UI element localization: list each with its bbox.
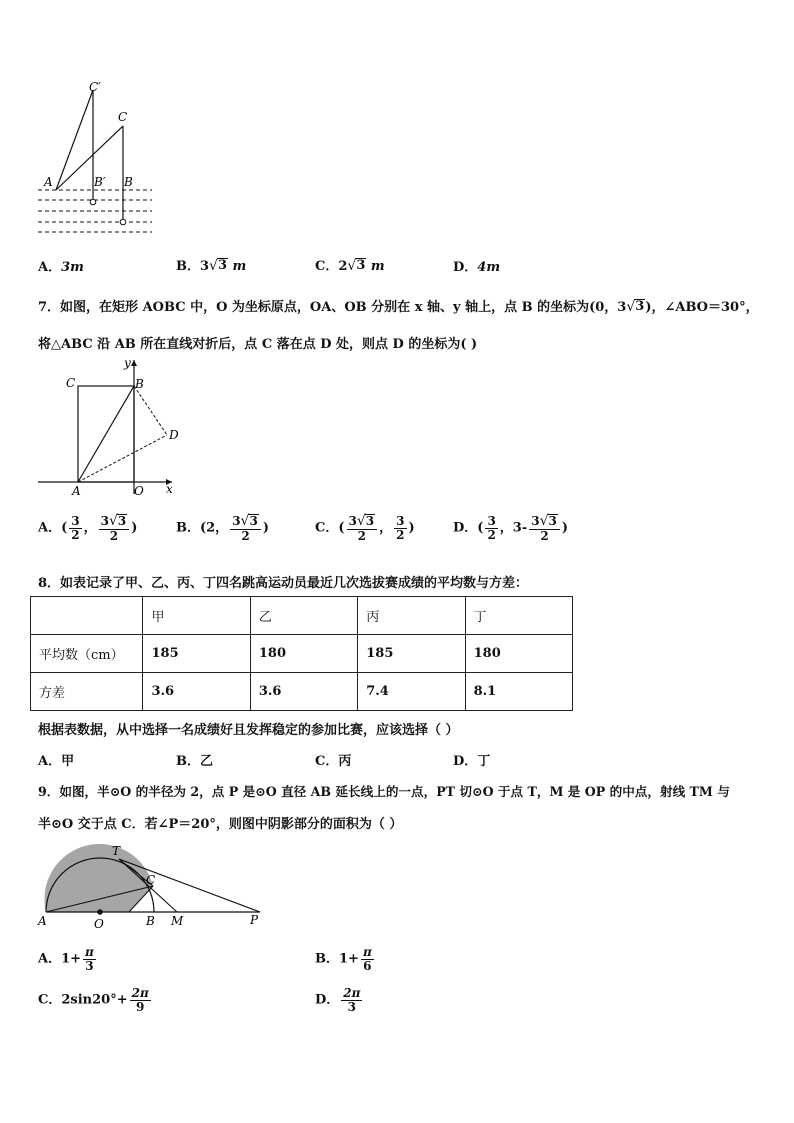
table-header-ding: 丁	[465, 597, 572, 635]
table-cell	[31, 597, 143, 635]
q8-table	[30, 596, 573, 711]
table-cell: 7.4	[358, 673, 465, 711]
table-header-jia: 甲	[143, 597, 250, 635]
q6-option-a[interactable]: A．3m	[38, 260, 84, 275]
q7-label-y: y	[124, 356, 131, 370]
table-header-yi: 乙	[250, 597, 357, 635]
q7-label-d: D	[169, 428, 179, 442]
q6-option-d[interactable]: D．4m	[453, 260, 501, 275]
q6-option-b[interactable]: B．3 √ 3 m	[176, 258, 247, 274]
q8-question: 根据表数据，从中选择一名成绩好且发挥稳定的参加比赛，应该选择（ ）	[38, 723, 459, 738]
table-cell: 8.1	[465, 673, 572, 711]
table-cell: 3.6	[250, 673, 357, 711]
q9-label-p: P	[250, 913, 259, 927]
q9-label-a: A	[38, 914, 47, 928]
q6-figure	[30, 76, 160, 236]
table-cell: 180	[465, 635, 572, 673]
table-row	[31, 597, 573, 635]
q9-option-a[interactable]: A．1+ $\frac{\pi}{3}$	[38, 945, 94, 973]
q7-option-d[interactable]: D．( $\frac{3}{2}$ ，3- 3 √ 3 2 )	[453, 513, 569, 543]
q7-figure	[32, 352, 182, 502]
q8-option-c[interactable]: C．丙	[315, 754, 352, 769]
q8-option-b[interactable]: B．乙	[176, 754, 213, 769]
table-header-bing: 丙	[358, 597, 465, 635]
q8-option-a[interactable]: A．甲	[38, 754, 75, 769]
q9-stem-line1: 9．如图，半⊙O 的半径为 2，点 P 是⊙O 直径 AB 延长线上的一点，PT 切⊙O 于点 T，M 是 OP 的中点，射线 TM 与	[38, 784, 730, 799]
q9-label-c: C	[146, 873, 156, 887]
q7-label-a: A	[72, 484, 81, 498]
q6-label-b-prime: B′	[94, 175, 106, 189]
q8-option-d[interactable]: D．丁	[453, 754, 491, 769]
table-row-label: 平均数（cm）	[31, 635, 143, 673]
q8-stem: 8．如表记录了甲、乙、丙、丁四名跳高运动员最近几次选拔赛成绩的平均数与方差：	[38, 576, 529, 591]
q9-stem-line2: 半⊙O 交于点 C．若∠P＝20°，则图中阴影部分的面积为（ ）	[38, 817, 403, 832]
q7-option-a[interactable]: A．( $\frac{3}{2}$ ， 3 √ 3 2 )	[38, 513, 138, 543]
q9-option-c[interactable]: C．2sin20°+ $\frac{2\pi}{9}$	[38, 986, 149, 1014]
q6-label-a: A	[44, 175, 53, 189]
q7-stem-line2: 将△ABC 沿 AB 所在直线对折后，点 C 落在点 D 处，则点 D 的坐标为( )	[38, 337, 478, 352]
q7-label-c: C	[66, 376, 76, 390]
q6-label-c-prime: C′	[89, 80, 101, 94]
q7-label-b: B	[135, 377, 144, 391]
q7-label-o: O	[134, 484, 144, 498]
q9-option-b[interactable]: B．1+ $\frac{\pi}{6}$	[315, 945, 372, 973]
table-cell: 185	[143, 635, 250, 673]
q9-label-t: T	[112, 844, 121, 858]
q7-label-x: x	[166, 482, 173, 496]
table-row-label: 方差	[31, 673, 143, 711]
q9-label-b: B	[146, 914, 155, 928]
q6-option-c[interactable]: C．2 √ 3 m	[315, 258, 385, 274]
q6-label-b: B	[124, 175, 133, 189]
table-cell: 185	[358, 635, 465, 673]
table-row	[31, 673, 573, 711]
q9-label-m: M	[171, 914, 184, 928]
q9-option-d[interactable]: D． $\frac{2\pi}{3}$	[315, 986, 361, 1014]
q6-label-c: C	[118, 110, 128, 124]
q9-figure	[34, 838, 274, 932]
q7-option-c[interactable]: C．( 3 √ 3 2 ， $\frac{3}{2}$ )	[315, 513, 415, 543]
table-cell: 3.6	[143, 673, 250, 711]
q9-label-o: O	[94, 917, 104, 931]
table-cell: 180	[250, 635, 357, 673]
table-row	[31, 635, 573, 673]
q7-option-b[interactable]: B．(2， 3 √ 3 2 )	[176, 513, 269, 543]
q7-stem-line1: 7．如图，在矩形 AOBC 中，O 为坐标原点，OA、OB 分别在 x 轴、y 轴上，点 B 的坐标为(0，3 √ 3 )，∠ABO＝30°，	[38, 299, 759, 315]
